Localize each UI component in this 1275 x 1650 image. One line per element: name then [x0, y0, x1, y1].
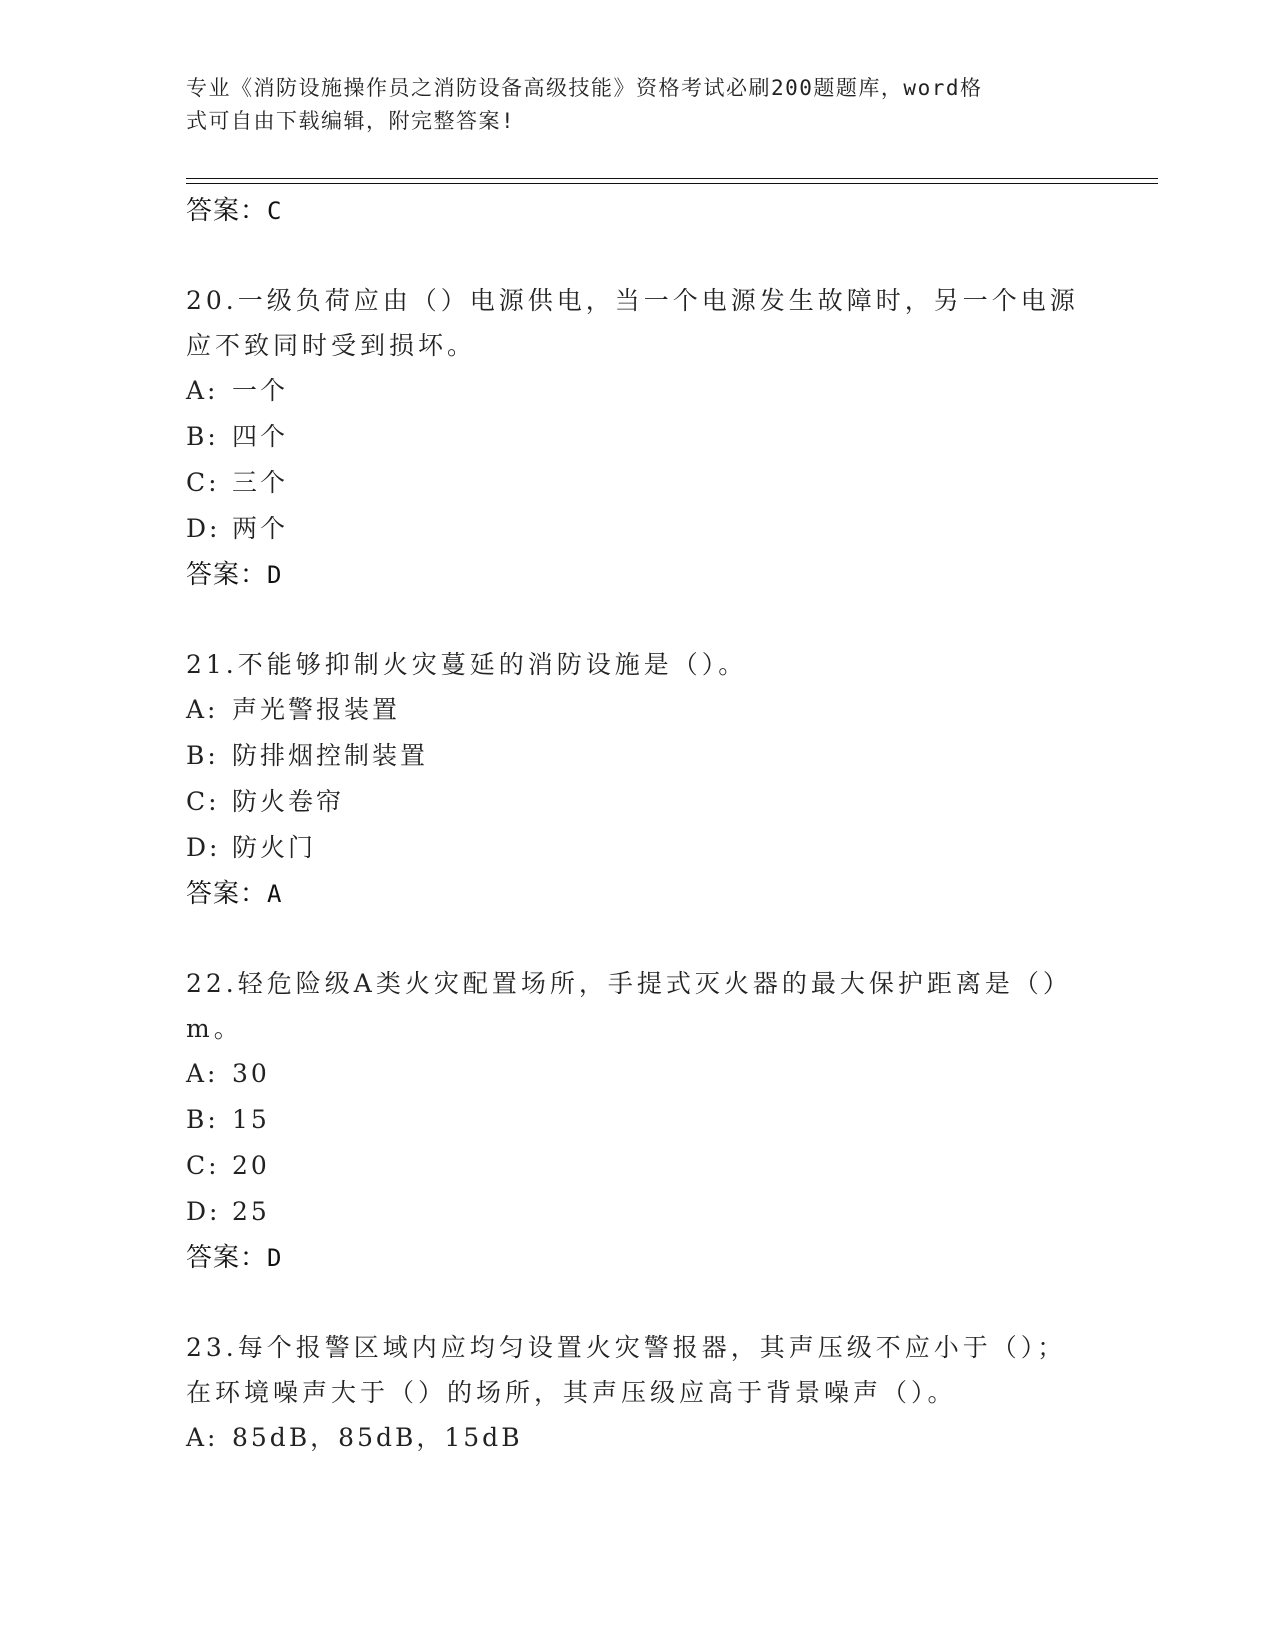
option-label: C: — [186, 1151, 220, 1180]
option-text: 两个 — [232, 514, 289, 543]
question-line: 在环境噪声大于（）的场所，其声压级应高于背景噪声（）。 — [186, 1378, 957, 1407]
option-label: D: — [186, 1197, 221, 1226]
header-divider-top — [186, 178, 1158, 179]
option-label: B: — [186, 741, 219, 770]
answer-line — [186, 1235, 1086, 1281]
option-label: C: — [186, 468, 220, 497]
option-a — [186, 687, 1086, 733]
option-b — [186, 1097, 1086, 1143]
question-line: 20.一级负荷应由（）电源供电，当一个电源发生故障时，另一个电源 — [186, 286, 1079, 315]
option-label: B: — [186, 1105, 219, 1134]
option-text: 一个 — [232, 376, 289, 405]
document-header — [186, 72, 1066, 138]
option-label: C: — [186, 787, 220, 816]
answer-line — [186, 188, 1086, 234]
option-c — [186, 1143, 1086, 1189]
option-a — [186, 368, 1086, 414]
option-d — [186, 1189, 1086, 1235]
question-line: 22.轻危险级A类火灾配置场所，手提式灭火器的最大保护距离是（） — [186, 969, 1072, 998]
option-label: A: — [186, 695, 219, 724]
question-block — [186, 1325, 1086, 1461]
spacer — [186, 1281, 1086, 1325]
option-text: 20 — [232, 1151, 270, 1180]
spacer — [186, 917, 1086, 961]
question-text — [186, 642, 1086, 687]
option-b — [186, 414, 1086, 460]
header-line-2: 式可自由下载编辑，附完整答案! — [186, 109, 516, 133]
option-a — [186, 1415, 1086, 1461]
question-block — [186, 961, 1086, 1281]
question-text — [186, 1325, 1086, 1415]
answer-value: C — [267, 197, 283, 225]
question-line: 21.不能够抑制火灾蔓延的消防设施是（）。 — [186, 650, 748, 679]
option-text: 防排烟控制装置 — [232, 741, 429, 770]
question-text — [186, 961, 1086, 1051]
question-line: m。 — [186, 1014, 243, 1043]
option-text: 25 — [232, 1197, 270, 1226]
spacer — [186, 234, 1086, 278]
option-text: 85dB，85dB，15dB — [232, 1423, 523, 1452]
question-block — [186, 642, 1086, 917]
option-text: 声光警报装置 — [232, 695, 401, 724]
answer-value: D — [267, 561, 283, 589]
question-list — [186, 188, 1086, 1461]
option-label: D: — [186, 514, 221, 543]
question-text — [186, 278, 1086, 368]
answer-prefix: 答案： — [186, 1243, 268, 1273]
option-label: A: — [186, 376, 219, 405]
option-c — [186, 460, 1086, 506]
answer-line — [186, 871, 1086, 917]
question-line: 23.每个报警区域内应均匀设置火灾警报器，其声压级不应小于（）； — [186, 1333, 1067, 1362]
option-label: D: — [186, 833, 221, 862]
answer-prefix: 答案： — [186, 879, 268, 909]
answer-prefix: 答案： — [186, 560, 268, 590]
option-label: A: — [186, 1423, 219, 1452]
option-d — [186, 825, 1086, 871]
header-line-1: 专业《消防设施操作员之消防设备高级技能》资格考试必刷200题题库，word格 — [186, 76, 983, 100]
option-text: 防火卷帘 — [232, 787, 345, 816]
option-text: 防火门 — [232, 833, 317, 862]
option-text: 30 — [232, 1059, 270, 1088]
option-label: A: — [186, 1059, 219, 1088]
option-text: 15 — [232, 1105, 270, 1134]
question-line: 应不致同时受到损坏。 — [186, 331, 477, 360]
answer-line — [186, 552, 1086, 598]
option-text: 三个 — [232, 468, 289, 497]
option-label: B: — [186, 422, 219, 451]
answer-value: D — [267, 1244, 283, 1272]
question-block — [186, 278, 1086, 598]
option-c — [186, 779, 1086, 825]
option-a — [186, 1051, 1086, 1097]
option-d — [186, 506, 1086, 552]
option-b — [186, 733, 1086, 779]
answer-value: A — [267, 880, 283, 908]
option-text: 四个 — [232, 422, 289, 451]
answer-prefix: 答案： — [186, 196, 268, 226]
header-divider-bottom — [186, 183, 1158, 184]
spacer — [186, 598, 1086, 642]
